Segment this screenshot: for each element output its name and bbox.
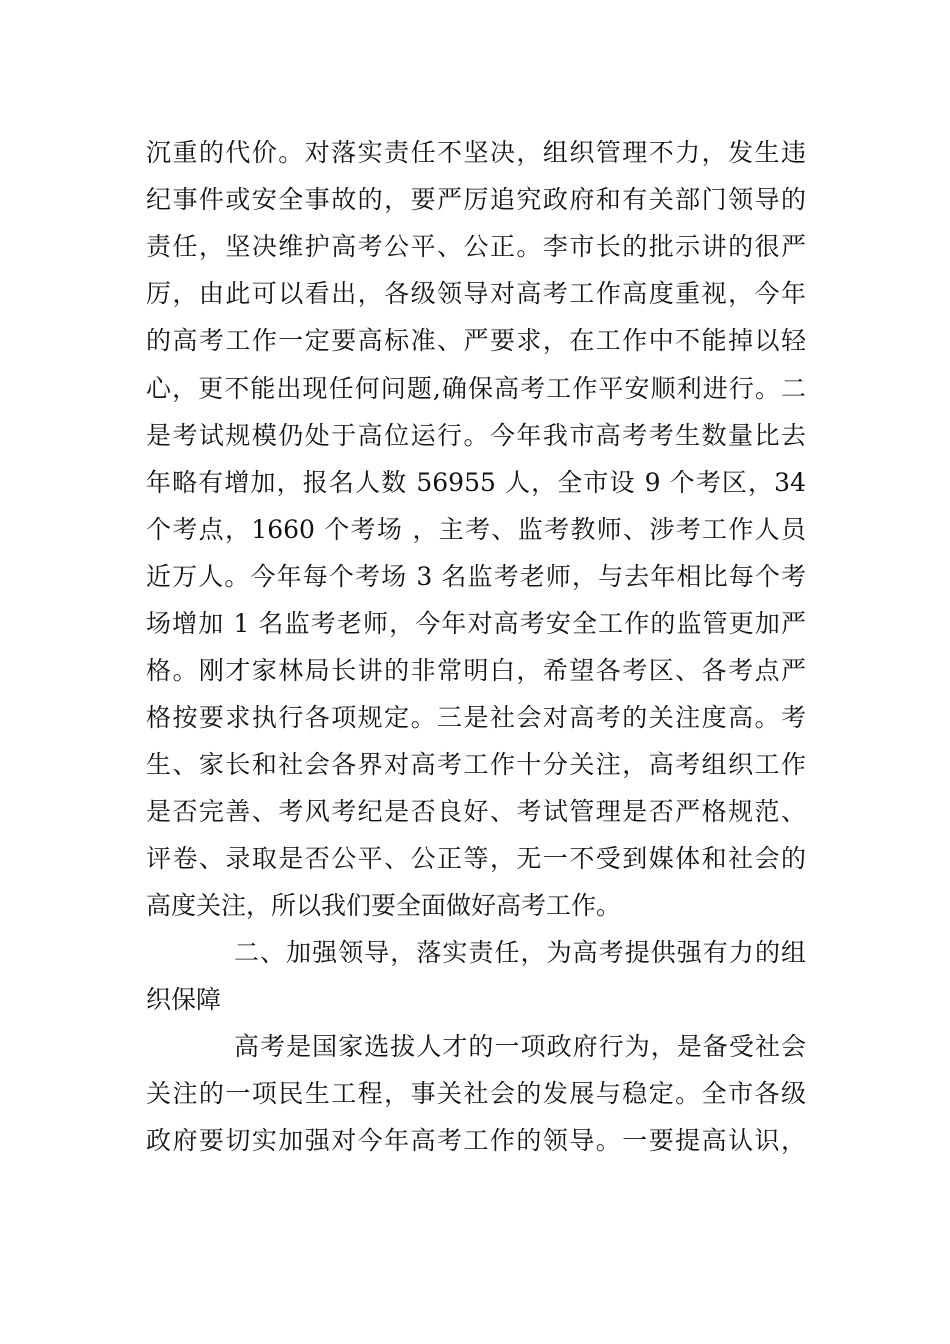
- text-line: 厉，由此可以看出，各级领导对高考工作高度重视，今年: [146, 279, 806, 308]
- text-line: 个考点，1660 个考场 ，主考、监考教师、涉考工作人员: [146, 515, 806, 544]
- section-heading-line: 二、加强领导，落实责任，为高考提供强有力的组: [234, 938, 806, 967]
- text-line: 是考试规模仍处于高位运行。今年我市高考考生数量比去: [146, 421, 806, 450]
- text-line: 高度关注，所以我们要全面做好高考工作。: [146, 891, 622, 920]
- text-line: 关注的一项民生工程，事关社会的发展与稳定。全市各级: [146, 1079, 806, 1108]
- text-line: 是否完善、考风考纪是否良好、考试管理是否严格规范、: [146, 797, 806, 826]
- section-heading-line: 织保障: [146, 985, 222, 1014]
- text-line: 政府要切实加强对今年高考工作的领导。一要提高认识，: [146, 1126, 806, 1155]
- text-line: 沉重的代价。对落实责任不坚决，组织管理不力，发生违: [146, 138, 806, 167]
- text-line: 纪事件或安全事故的，要严厉追究政府和有关部门领导的: [146, 185, 806, 214]
- text-line: 近万人。今年每个考场 3 名监考老师，与去年相比每个考: [146, 562, 806, 591]
- text-line: 的高考工作一定要高标准、严要求，在工作中不能掉以轻: [146, 326, 806, 355]
- text-line: 生、家长和社会各界对高考工作十分关注，高考组织工作: [146, 750, 806, 779]
- text-line: 格按要求执行各项规定。三是社会对高考的关注度高。考: [146, 703, 806, 732]
- text-line: 场增加 1 名监考老师，今年对高考安全工作的监管更加严: [146, 609, 806, 638]
- text-line: 责任，坚决维护高考公平、公正。李市长的批示讲的很严: [146, 232, 806, 261]
- text-line: 评卷、录取是否公平、公正等，无一不受到媒体和社会的: [146, 844, 806, 873]
- text-line: 心，更不能出现任何问题,确保高考工作平安顺利进行。二: [146, 374, 806, 403]
- text-line: 年略有增加，报名人数 56955 人，全市设 9 个考区，34: [146, 468, 806, 497]
- text-line: 格。刚才家林局长讲的非常明白，希望各考区、各考点严: [146, 656, 806, 685]
- text-line: 高考是国家选拔人才的一项政府行为，是备受社会: [234, 1032, 806, 1061]
